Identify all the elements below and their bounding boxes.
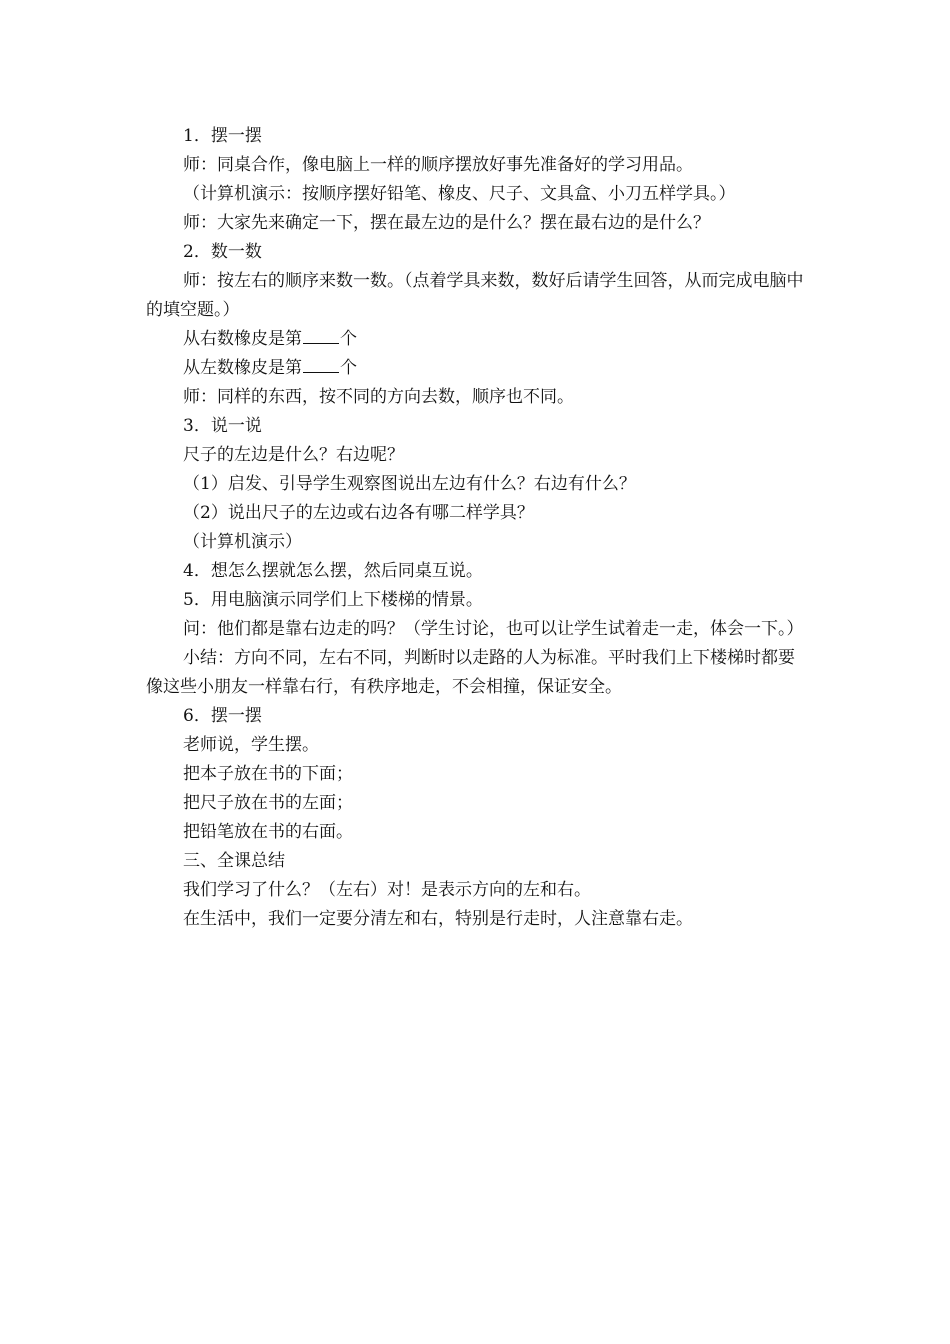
heading-6: 6．摆一摆	[183, 706, 262, 726]
paragraph: 把尺子放在书的左面；	[183, 793, 353, 813]
paragraph: 小结：方向不同，左右不同，判断时以走路的人为标准。平时我们上下楼梯时都要像这些小朋友一样靠右行，有秩序地走，不会相撞，保证安全。	[146, 648, 795, 697]
paragraph: 老师说，学生摆。	[183, 735, 319, 755]
paragraph: （计算机演示）	[183, 532, 302, 552]
fill-blank-prefix: 从左数橡皮是第	[183, 358, 302, 378]
section-summary-heading: 三、全课总结	[183, 851, 285, 871]
blank-underline	[303, 354, 339, 373]
fill-blank-left	[146, 354, 810, 383]
paragraph: （2）说出尺子的左边或右边各有哪二样学具？	[183, 503, 534, 523]
blank-underline	[303, 325, 339, 344]
heading-5: 5．用电脑演示同学们上下楼梯的情景。	[183, 590, 483, 610]
fill-blank-right	[146, 325, 810, 354]
paragraph: 师：同桌合作，像电脑上一样的顺序摆放好事先准备好的学习用品。	[183, 155, 693, 175]
document-body	[146, 122, 810, 934]
paragraph: 师：按左右的顺序来数一数。（点着学具来数，数好后请学生回答，从而完成电脑中的填空题。）	[146, 271, 804, 320]
paragraph: 问：他们都是靠右边走的吗？（学生讨论，也可以让学生试着走一走，体会一下。）	[183, 619, 804, 639]
paragraph: 尺子的左边是什么？右边呢？	[183, 445, 404, 465]
fill-blank-suffix: 个	[340, 358, 357, 378]
heading-4: 4．想怎么摆就怎么摆，然后同桌互说。	[183, 561, 483, 581]
fill-blank-prefix: 从右数橡皮是第	[183, 329, 302, 349]
paragraph: 师：大家先来确定一下，摆在最左边的是什么？摆在最右边的是什么？	[183, 213, 710, 233]
heading-1: 1．摆一摆	[183, 126, 262, 146]
paragraph: （计算机演示：按顺序摆好铅笔、橡皮、尺子、文具盒、小刀五样学具。）	[183, 184, 736, 204]
paragraph: （1）启发、引导学生观察图说出左边有什么？右边有什么？	[183, 474, 636, 494]
paragraph: 师：同样的东西，按不同的方向去数，顺序也不同。	[183, 387, 574, 407]
paragraph: 把本子放在书的下面；	[183, 764, 353, 784]
fill-blank-suffix: 个	[340, 329, 357, 349]
paragraph: 我们学习了什么？（左右）对！是表示方向的左和右。	[183, 880, 591, 900]
heading-2: 2．数一数	[183, 242, 262, 262]
paragraph: 把铅笔放在书的右面。	[183, 822, 353, 842]
paragraph: 在生活中，我们一定要分清左和右，特别是行走时，人注意靠右走。	[183, 909, 693, 929]
heading-3: 3．说一说	[183, 416, 262, 436]
